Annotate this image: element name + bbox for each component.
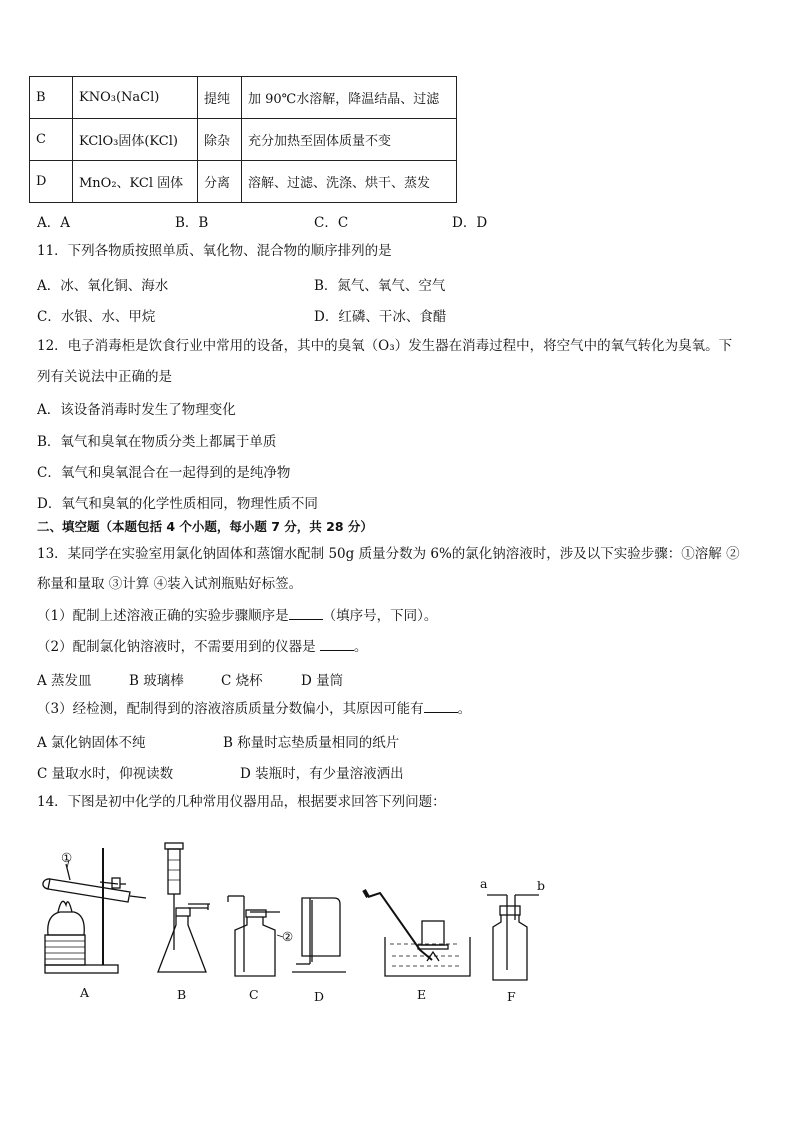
figure-label-a: A bbox=[80, 985, 90, 1000]
table-cell: C bbox=[30, 119, 73, 161]
table-cell: MnO₂、KCl 固体 bbox=[73, 161, 198, 203]
apparatus-b-flask bbox=[158, 843, 210, 972]
table-cell: 分离 bbox=[198, 161, 242, 203]
q13-part2-text: （2）配制氯化钠溶液时，不需要用到的仪器是 bbox=[37, 639, 316, 655]
apparatus-e-water-trough bbox=[364, 890, 470, 976]
q13-p3-option-c[interactable]: C 量取水时，仰视读数 bbox=[37, 766, 174, 782]
table-cell: 提纯 bbox=[198, 77, 242, 119]
q12-stem-line2: 列有关说法中正确的是 bbox=[37, 369, 172, 385]
q13-p2-option-d[interactable]: D 量筒 bbox=[301, 673, 344, 689]
q11-option-b[interactable]: B．氮气、氧气、空气 bbox=[314, 278, 446, 294]
figure-label-f: F bbox=[507, 989, 516, 1004]
q11-stem: 11．下列各物质按照单质、氧化物、混合物的顺序排列的是 bbox=[37, 243, 392, 259]
tube-label-b: b bbox=[537, 878, 546, 893]
q10-option-c[interactable]: C．C bbox=[314, 215, 349, 231]
q13-p2-option-c[interactable]: C 烧杯 bbox=[221, 673, 263, 689]
figure-label-c: C bbox=[249, 987, 259, 1002]
q13-p2-option-a[interactable]: A 蒸发皿 bbox=[37, 673, 92, 689]
q12-option-a[interactable]: A．该设备消毒时发生了物理变化 bbox=[37, 402, 236, 418]
q12-stem-line1: 12．电子消毒柜是饮食行业中常用的设备，其中的臭氧（O₃）发生器在消毒过程中，将空气中的氧气转化为臭氧。下 bbox=[37, 338, 733, 354]
q12-option-d[interactable]: D．氧气和臭氧的化学性质相同，物理性质不同 bbox=[37, 496, 318, 512]
q14-stem: 14．下图是初中化学的几种常用仪器用品，根据要求回答下列问题： bbox=[37, 794, 446, 810]
figure-label-e: E bbox=[417, 987, 427, 1002]
q13-stem-line1: 13．某同学在实验室用氯化钠固体和蒸馏水配制 50g 质量分数为 6%的氯化钠溶液时，涉及以下实验步骤：①溶解 ② bbox=[37, 546, 740, 562]
table-cell: 除杂 bbox=[198, 119, 242, 161]
q11-option-d[interactable]: D．红磷、干冰、食醋 bbox=[314, 309, 447, 325]
table-cell: B bbox=[30, 77, 73, 119]
apparatus-f-wash-bottle bbox=[487, 895, 539, 980]
q13-part3-text: （3）经检测，配制得到的溶液溶质质量分数偏小，其原因可能有 bbox=[37, 701, 424, 717]
q12-option-b[interactable]: B．氧气和臭氧在物质分类上都属于单质 bbox=[37, 434, 277, 450]
section-heading: 二、填空题（本题包括 4 个小题，每小题 7 分，共 28 分） bbox=[37, 519, 373, 534]
table-cell: 加 90℃水溶解，降温结晶、过滤 bbox=[242, 77, 457, 119]
callout-2: ② bbox=[282, 929, 294, 944]
q13-part3-tail: 。 bbox=[457, 701, 472, 717]
figure-label-b: B bbox=[177, 987, 187, 1002]
figure-label-d: D bbox=[314, 989, 325, 1004]
callout-1: ① bbox=[61, 850, 73, 865]
q12-option-c[interactable]: C．氧气和臭氧混合在一起得到的是纯净物 bbox=[37, 465, 291, 481]
table-cell: 溶解、过滤、洗涤、烘干、蒸发 bbox=[242, 161, 457, 203]
tube-label-a: a bbox=[480, 876, 488, 891]
q13-part2-tail: 。 bbox=[353, 639, 368, 655]
q11-option-c[interactable]: C．水银、水、甲烷 bbox=[37, 309, 156, 325]
apparatus-a-heating-setup bbox=[43, 848, 146, 973]
q10-option-d[interactable]: D．D bbox=[452, 215, 488, 231]
q13-stem-line2: 称量和量取 ③计算 ④装入试剂瓶贴好标签。 bbox=[37, 576, 303, 592]
q13-p3-option-b[interactable]: B 称量时忘垫质量相同的纸片 bbox=[223, 735, 400, 751]
table-cell: 充分加热至固体质量不变 bbox=[242, 119, 457, 161]
q13-part1-tail: （填序号，下同）。 bbox=[322, 608, 438, 624]
q13-p3-option-a[interactable]: A 氯化钠固体不纯 bbox=[37, 735, 146, 751]
q13-part1-text: （1）配制上述溶液正确的实验步骤顺序是 bbox=[37, 608, 289, 624]
apparatus-c-gas-bottle bbox=[228, 896, 280, 976]
q10-option-b[interactable]: B．B bbox=[175, 215, 209, 231]
apparatus-d-collecting-bottle bbox=[292, 898, 346, 972]
q13-p3-option-d[interactable]: D 装瓶时，有少量溶液洒出 bbox=[240, 766, 404, 782]
table-cell: D bbox=[30, 161, 73, 203]
q11-option-a[interactable]: A．冰、氧化铜、海水 bbox=[37, 278, 169, 294]
table-cell: KNO₃(NaCl) bbox=[73, 77, 198, 119]
q13-p2-option-b[interactable]: B 玻璃棒 bbox=[129, 673, 184, 689]
q10-option-a[interactable]: A．A bbox=[37, 215, 70, 231]
table-cell: KClO₃固体(KCl) bbox=[73, 119, 198, 161]
